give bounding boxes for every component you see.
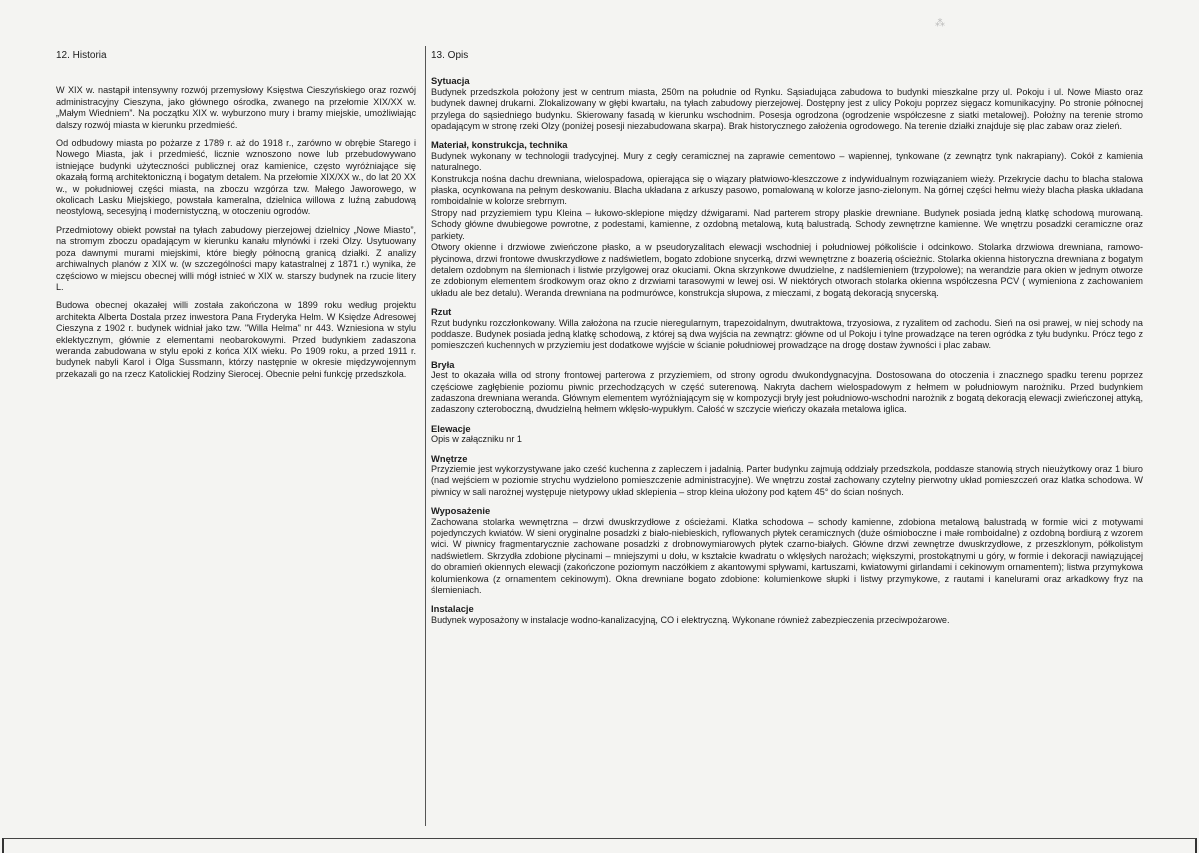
scan-bottom-frame bbox=[2, 838, 1197, 853]
section-heading-wnetrze: Wnętrze bbox=[431, 452, 468, 464]
history-paragraph: Od odbudowy miasta po pożarze z 1789 r. aż do 1918 r., zarówno w obrębie Starego i Nowego Miasta, jak i przedmieść, licznie wznoszono nowe lub przebudowywano istniejące budynki użyteczności publicznej oraz kamienice, często wyróżniające się okazałą formą architektoniczną i bogatym detalem. Na przełomie XIX/XX w., do lat 20 XX w., w południowej części miasta, na zboczu wzgórza tzw. Małego Jaworowego, w okolicach Lasku Miejskiego, powstała kameralna, dzielnica willowa z luźną zabudową neostylową, secesyjną i modernistyczną, w otoczeniu ogrodów. bbox=[56, 138, 416, 217]
section-heading-rzut: Rzut bbox=[431, 306, 452, 318]
section-paragraph: Opis w załączniku nr 1 bbox=[431, 434, 522, 445]
section-paragraph: Przyziemie jest wykorzystywane jako cześć kuchenna z zapleczem i jadalnią. Parter budynku zajmują oddziały przedszkola, poddasze stanowią strych nieużytkowy oraz 1 biuro (nad wejściem w poziomie strychu wydzielono pomieszczenie administracyjne). We wnętrzu został zachowany czytelny pierwotny układ pomieszczeń oraz klatka schodowa. W piwnicy w sali narożnej występuje nietypowy układ sklepienia – strop kleina ułożony pod kątem 45° do ścian nośnych. bbox=[431, 464, 1143, 497]
section-heading-instalacje: Instalacje bbox=[431, 603, 474, 615]
column-divider bbox=[425, 46, 426, 826]
section-paragraph: Rzut budynku rozczłonkowany. Willa założona na rzucie nieregularnym, trapezoidalnym, dwutraktowa, trzyosiowa, z ryzalitem od zachodu. Sień na osi prawej, w niej schody na poddasze. Budynek posiada jedną klatkę schodową, z której są dwa wyjścia na zewnątrz: główne od ul Pokoju i tylne prowadzące na teren ogródka z tyłu budynku. Prócz tego z pomieszczeń kuchennych w przyziemiu jest dodatkowe wyjście w ścianie południowej prowadzące na drogę dostaw żywności i plac zabaw. bbox=[431, 317, 1143, 351]
description-column bbox=[431, 50, 1143, 626]
history-column bbox=[56, 50, 416, 387]
section-heading-wyposazenie: Wyposażenie bbox=[431, 505, 491, 517]
section-paragraph: Jest to okazała willa od strony frontowej parterowa z przyziemiem, od strony ogrodu dwukondygnacyjna. Dostosowana do otoczenia i znacznego spadku terenu poprzez częściowe zagłębienie poziomu piwnic przechodzących w część suterenową. Nakryta dachem wielospadowym z hełmem w południowym narożniku. Przed budynkiem zadaszona drewniana weranda. Głównym elementem wyróżniającym się w kompozycji bryły jest południowo-wschodni narożnik z bogatą dekoracją elewacji zwieńczonej attyką, zadaszony czteroboczną, dwudzielną hełmem wklęsło-wypukłym. Całość w szczycie wieńczy okazała metalowa iglica. bbox=[431, 370, 1143, 415]
description-title: 13. Opis bbox=[431, 50, 469, 61]
section-paragraph: Stropy nad przyziemiem typu Kleina – łukowo-sklepione między dźwigarami. Nad parterem stropy płaskie drewniane. Budynek posiada jedną klatkę schodową murowaną. Schody główne dwubiegowe powrotne, z podestami, kamienne, z ozdobną metalową, kutą balustradą. Schody zewnętrzne kamienne. We wnętrzu posadzki ceramiczne oraz parkiety. bbox=[431, 207, 1143, 241]
section-paragraph: Budynek przedszkola położony jest w centrum miasta, 250m na południe od Rynku. Sąsiadująca zabudowa to budynki mieszkalne przy ul. Pokoju i ul. Nowe Miasto oraz budynek dawnej drukarni. Zlokalizowany w głębi kwartału, na tyłach zabudowy pierzejowej. Dostępny jest z ulicy Pokoju poprzez sięgacz komunikacyjny. Po stronie północnej przylega do sąsiedniego budynku. Skierowany fasadą w kierunku wschodnim. Posesja ogrodzona (ogrodzenie współczesne z siatki metalowej). Położny na terenie stromo opadającym w stronę rzeki Olzy (poniżej posesji niezabudowana skarpa). Brak historycznego założenia ogrodowego. Na terenie działki znajduje się plac zabaw oraz zieleń. bbox=[431, 86, 1143, 132]
section-paragraph: Konstrukcja nośna dachu drewniana, wielospadowa, opierająca się o wiązary płatwiowo-kleszczowe z indywidualnym rozwiązaniem wieży. Przekrycie dachu to blacha stalowa płaska, ocynkowana na pełnym deskowaniu. Blacha układana z arkuszy pasowo, pomalowaną w kolorze jasno-zielonym. Na górnej części hełmu wieży blacha płaska układana romboidalnie w kolorze srebrnym. bbox=[431, 173, 1143, 207]
history-paragraph: W XIX w. nastąpił intensywny rozwój przemysłowy Księstwa Cieszyńskiego oraz rozwój administracyjny Cieszyna, jako głównego ośrodka, zwanego na przełomie XIX/XX w. „Małym Wiedniem”. Na początku XIX w. wyburzono mury i bramy miejskie, umożliwiając dalszy rozwój miasta w kierunku przedmieść. bbox=[56, 85, 416, 130]
section-heading-sytuacja: Sytuacja bbox=[431, 75, 470, 87]
scan-artifact-icon: ⁂ bbox=[935, 18, 945, 29]
section-paragraph: Otwory okienne i drzwiowe zwieńczone płasko, a w pseudoryzalitach elewacji wschodniej i południowej półkoliście i odcinkowo. Stolarka drzwiowa drewniana, ramowo-płycinowa, drzwi frontowe dwuskrzydłowe z nadświetlem, bogato zdobione snycerką, drzwi wewnętrzne z boazerią ościeżnic. Stolarka okienna historyczna drewniana z bogatym detalem ozdobnym na ślemionach i listwie przylgowej oraz okuciami. Okna skrzynkowe dwudzielne, z nadślemieniem (trzypolowe); na werandzie para okien w jednym otworze ze zdobionym elementem środkowym oraz okno z drzwiami tarasowymi w lewej osi. W niektórych otworach stolarka okienna współczesna PCV ( wymieniona z zachowaniem układu ale bez detalu). Weranda drewniana na podmurówce, konstrukcja słupowa, z mieczami, z bogatą dekoracją snycerską. bbox=[431, 242, 1143, 298]
history-paragraph: Przedmiotowy obiekt powstał na tyłach zabudowy pierzejowej dzielnicy „Nowe Miasto”, na stromym zboczu opadającym w kierunku kanału młynówki i rzeki Olzy. Usytuowany poza dawnymi murami miejskimi, które biegły północną granicą działki. Z analizy archiwalnych planów z XIX w. (w szczególności mapy katastralnej z 1871 r.) wynika, że częściowo w miejscu obecnej willi mógł istnieć w XIX w. starszy budynek na rzucie litery L. bbox=[56, 224, 416, 292]
history-paragraph: Budowa obecnej okazałej willi została zakończona w 1899 roku według projektu architekta Alberta Dostala przez inwestora Pana Fryderyka Helm. W Księdze Adresowej Cieszyna z 1902 r. budynek widniał jako tzw. "Willa Helma" nr 443. Wzniesiona w stylu eklektycznym, głównie z elementami neobarokowymi. Przed budynkiem zadaszona weranda zabudowana w stylu epoki z końca XIX wieku. Po 1909 roku, a przed 1911 r. budynek nabyli Karol i Olga Sussmann, którzy następnie w okresie międzywojennym przekazali go na rzecz Katolickiej Rodziny Sierocej. Obecnie pełni funkcję przedszkola. bbox=[56, 300, 416, 379]
history-title: 12. Historia bbox=[56, 50, 107, 61]
section-heading-material: Materiał, konstrukcja, technika bbox=[431, 139, 568, 151]
section-paragraph: Budynek wykonany w technologii tradycyjnej. Mury z cegły ceramicznej na zaprawie cementowo – wapiennej, tynkowane (z zewnątrz tynk nakrapiany). Cokół z kamienia naturalnego. bbox=[431, 150, 1143, 173]
section-heading-elewacje: Elewacje bbox=[431, 422, 471, 434]
section-heading-bryla: Bryła bbox=[431, 358, 455, 370]
section-paragraph: Budynek wyposażony w instalacje wodno-kanalizacyjną, CO i elektryczną. Wykonane również zabezpieczenia przeciwpożarowe. bbox=[431, 614, 950, 625]
section-paragraph: Zachowana stolarka wewnętrzna – drzwi dwuskrzydłowe z ościeżami. Klatka schodowa – schody kamienne, zdobiona metalową balustradą w formie wici z motywami pojedynczych kwiatów. W sieni oryginalne posadzki z biało-niebieskich, ryflowanych płytek ceramicznych (duże ośmioboczne i małe romboidalne) z ozdobną bordiurą z wzorem wici. W piwnicy fragmentarycznie zachowane posadzki z drobnowymiarowych płytek czarno-białych. Główne drzwi zewnętrze dwuskrzydłowe, z przeszklonym, półkolistym nadświetlem. Skrzydła zdobione płycinami – mniejszymi u dołu, w kształcie kwadratu o wklęsłych narożach; większymi, prostokątnymi u góry, w formie i dekoracji nawiązującej do obramień okiennych elewacji (zakończone poziomym naczółkiem z akantowymi spływami, kartuszami, kwiatowymi girlandami i cekinowym ornamentem); listwa przymykowa kolumienkowa (z ornamentem cekinowym). Okna drewniane bogato zdobione: kolumienkowe słupki i listwy przymykowe, z rautami i kanelurami oraz arkadkowy fryz na ślemieniach. bbox=[431, 516, 1143, 596]
